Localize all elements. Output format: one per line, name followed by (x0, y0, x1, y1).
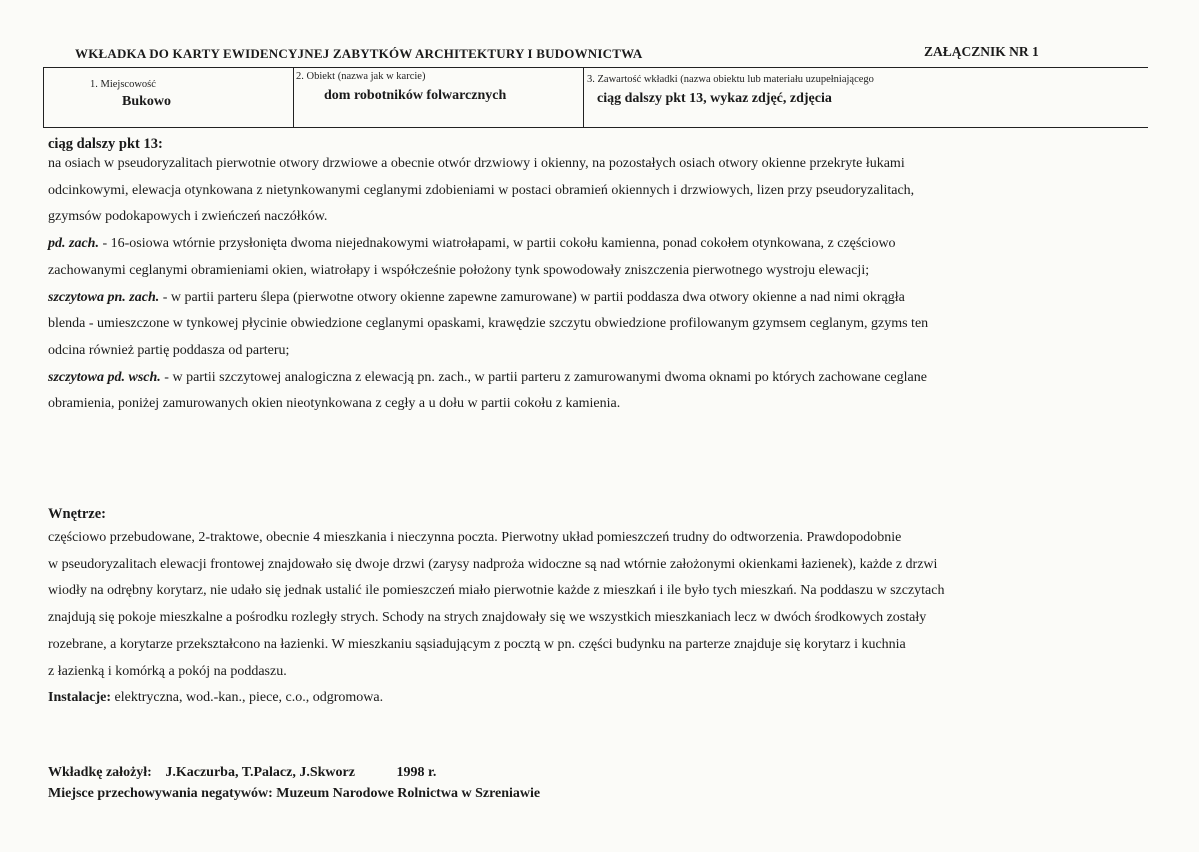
continuation-heading: ciąg dalszy pkt 13: (48, 136, 163, 152)
text-line: częściowo przebudowane, 2-traktowe, obecnie 4 mieszkania i nieczynna poczta. Pierwotny układ pomieszczeń trudny do odtworzenia. Prawdopodobnie (48, 530, 902, 545)
text-line: odcinkowymi, elewacja otynkowana z nietynkowanymi ceglanymi zdobieniami w postaci obramień okiennych i drzwiowych, lizen przy pseudoryzalitach, (48, 182, 915, 198)
text-line (48, 231, 1133, 258)
installations-value: elektryczna, wod.-kan., piece, c.o., odgromowa. (111, 690, 384, 706)
gable-north-label: szczytowa pn. zach. (48, 289, 160, 305)
document-title: WKŁADKA DO KARTY EWIDENCYJNEJ ZABYTKÓW ARCHITEKTURY I BUDOWNICTWA (75, 46, 643, 61)
header-top-rule (43, 67, 1148, 68)
text-line: rozebrane, a korytarze przekształcono na łazienki. W mieszkaniu sąsiadującym z pocztą w pn. części budynku na parterze znajduje się korytarz i kuchnia (48, 636, 906, 652)
negatives-label: Miejsce przechowywania negatywów: (48, 786, 273, 801)
gable-east-text: - w partii szczytowej analogiczna z elewacją pn. zach., w partii parteru z zamurowanymi dwoma oknami po których zachowane ceglane (160, 369, 927, 385)
text-line: na osiach w pseudoryzalitach pierwotnie otwory drzwiowe a obecnie otwór drzwiowy i okienny, na pozostałych osiach otwory okienne przekryte łukami (48, 156, 905, 171)
text-line: obramienia, poniżej zamurowanych okien nieotynkowana z cegły a u dołu w partii cokołu z kamienia. (48, 396, 621, 412)
field-contents-label: 3. Zawartość wkładki (nazwa obiektu lub materiału uzupełniającego (587, 74, 874, 85)
gable-north-text: - w partii parteru ślepa (pierwotne otwory okienne zapewne zamurowane) w partii poddasza dwa otwory okienne a nad nimi okrągła (159, 289, 905, 305)
text-line: zachowanymi ceglanymi obramieniami okien, wiatrołapy i współcześnie położony tynk spowodowały zniszczenia pierwotnego wystroju elewacji; (48, 262, 870, 278)
field-object-value: dom robotników folwarcznych (324, 88, 507, 103)
text-line (48, 365, 1133, 392)
text-line: znajdują się pokoje mieszkalne a pośrodku rozległy strych. Schody na strych znajdowały się we wszystkich mieszkaniach lecz w dwóch środkowych zostały (48, 610, 927, 626)
text-line: z łazienką i komórką a pokój na poddaszu. (48, 663, 287, 679)
interior-heading: Wnętrze: (48, 506, 106, 522)
elevation-west-label: pd. zach. (48, 236, 99, 252)
continuation-section (48, 134, 1133, 418)
interior-section (48, 504, 1133, 712)
text-line: w pseudoryzalitach elewacji frontowej znajdowało się dwoje drzwi (zarysy nadproża widoczne są nad wtórnie założonymi okienkami łazienek), każde z drzwi (48, 556, 938, 572)
annex-number: ZAŁĄCZNIK NR 1 (924, 44, 1039, 59)
negatives-location: Muzeum Narodowe Rolnictwa w Szreniawie (276, 786, 541, 801)
text-line: wiodły na odrębny korytarz, nie udało się jednak ustalić ile pomieszczeń miało pierwotnie każde z mieszkań i ile było tych mieszkań. Na poddaszu w szczytach (48, 583, 945, 599)
field-contents-value: ciąg dalszy pkt 13, wykaz zdjęć, zdjęcia (597, 91, 832, 106)
cell-divider (293, 67, 294, 127)
installations-label: Instalacje: (48, 690, 111, 706)
field-locality-label: 1. Miejscowość (90, 79, 156, 90)
author-line (48, 765, 436, 781)
installations-line (48, 685, 1133, 712)
author-label: Wkładkę założył: (48, 765, 152, 780)
cell-divider (583, 67, 584, 127)
elevation-west-text: - 16-osiowa wtórnie przysłonięta dwoma niejednakowymi wiatrołapami, w partii cokołu kamienna, ponad cokołem otynkowana, z częściowo (98, 236, 896, 252)
author-names: J.Kaczurba, T.Palacz, J.Skworz (165, 765, 355, 780)
negatives-line (48, 786, 540, 802)
gable-east-label: szczytowa pd. wsch. (48, 369, 161, 385)
text-line: odcina również partię poddasza od parteru; (48, 342, 290, 358)
header-bottom-rule (43, 127, 1148, 128)
field-locality-value: Bukowo (122, 94, 172, 109)
cell-divider (43, 67, 44, 127)
field-object-label: 2. Obiekt (nazwa jak w karcie) (296, 71, 426, 82)
text-line: blenda - umieszczone w tynkowej płycinie obwiedzione ceglanymi opaskami, krawędzie szczytu obwiedzione profilowanym gzymsem ceglanym, gzyms ten (48, 316, 929, 332)
author-year: 1998 r. (396, 765, 437, 780)
text-line (48, 285, 1133, 312)
text-line: gzymsów podokapowych i zwieńczeń naczółków. (48, 209, 328, 225)
